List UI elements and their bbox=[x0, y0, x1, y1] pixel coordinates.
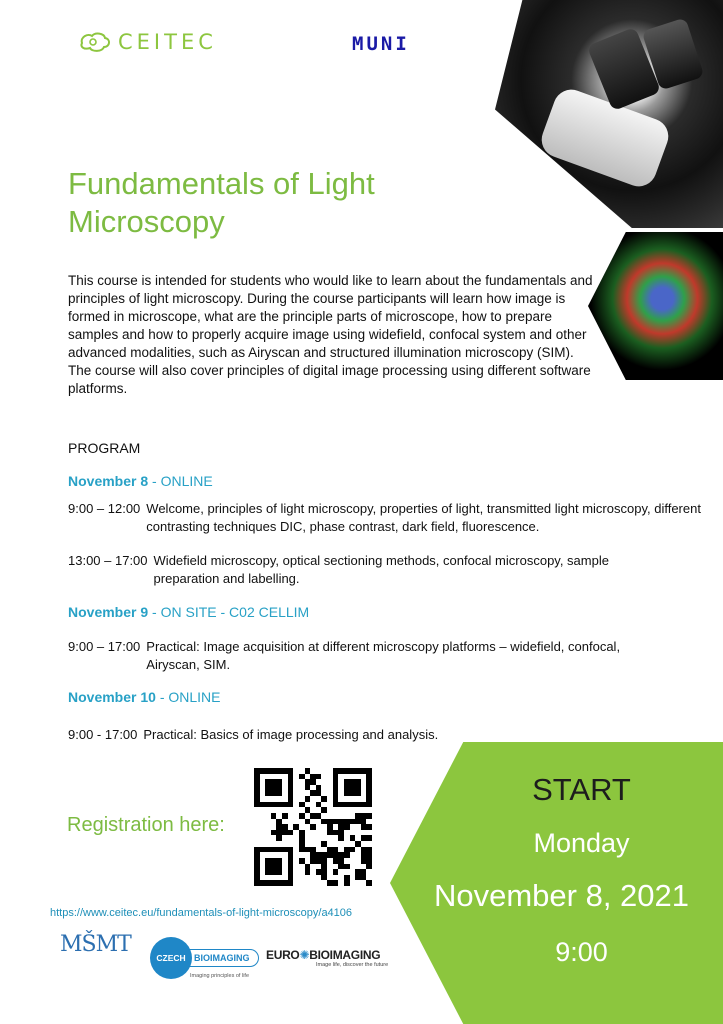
schedule-entry: 13:00 – 17:00 Widefield microscopy, optical sectioning methods, confocal microscopy, sample preparation and labelling. bbox=[68, 553, 609, 586]
day-heading-nov-9: November 9 - ON SITE - C02 CELLIM bbox=[68, 604, 310, 620]
day-heading-nov-8: November 8 - ONLINE bbox=[68, 473, 213, 489]
ceitec-logo bbox=[78, 30, 217, 54]
registration-qr-code[interactable] bbox=[254, 768, 372, 886]
start-date: November 8, 2021 bbox=[433, 878, 690, 913]
ceitec-cell-icon bbox=[78, 31, 112, 53]
microscope-photo bbox=[495, 0, 723, 228]
page-title: Fundamentals of Light Microscopy bbox=[68, 166, 375, 239]
schedule-entry: 9:00 - 17:00 Practical: Basics of image processing and analysis. bbox=[68, 727, 439, 742]
muni-logo: MUNI bbox=[352, 33, 410, 55]
day-heading-nov-10: November 10 - ONLINE bbox=[68, 689, 221, 705]
euro-bioimaging-tagline: Image life, discover the future bbox=[316, 962, 389, 968]
schedule-entry: 9:00 – 12:00 Welcome, principles of light microscopy, properties of light, transmitted light microscopy, different contrasting techniques DIC, phase contrast, dark field, fluorescence. bbox=[68, 501, 701, 534]
registration-link[interactable]: https://www.ceitec.eu/fundamentals-of-light-microscopy/a4106 bbox=[50, 907, 353, 919]
czech-circle: CZECH bbox=[150, 937, 192, 979]
registration-label: Registration here: bbox=[67, 814, 225, 836]
fluorescence-cell-photo bbox=[588, 232, 723, 380]
course-description: This course is intended for students who would like to learn about the fundamentals and principles of light microscopy. During the course participants will learn how image is formed in microscope, what are the principle parts of microscope, how to prepare samples and how to properly acquire image using widefield, confocal system and other advanced modalities, such as Airyscan and structured illumination microscopy (SIM). The course will also cover principles of digital image processing using different software platforms. bbox=[68, 273, 593, 396]
ceitec-wordmark: CEITEC bbox=[118, 30, 217, 54]
schedule-entry: 9:00 – 17:00 Practical: Image acquisition at different microscopy platforms – widefield, confocal, Airyscan, SIM. bbox=[68, 639, 621, 672]
czech-bioimaging-tagline: Imaging principles of life bbox=[190, 973, 250, 979]
start-time: 9:00 bbox=[555, 937, 608, 967]
euro-bioimaging-logo: EURO✺BIOIMAGING bbox=[266, 948, 381, 962]
czech-bioimaging-text: BIOIMAGING bbox=[188, 949, 259, 967]
program-heading: PROGRAM bbox=[68, 440, 141, 456]
start-label: START bbox=[532, 772, 631, 807]
msmt-logo: MŠMT bbox=[60, 932, 131, 957]
start-day: Monday bbox=[533, 828, 630, 858]
